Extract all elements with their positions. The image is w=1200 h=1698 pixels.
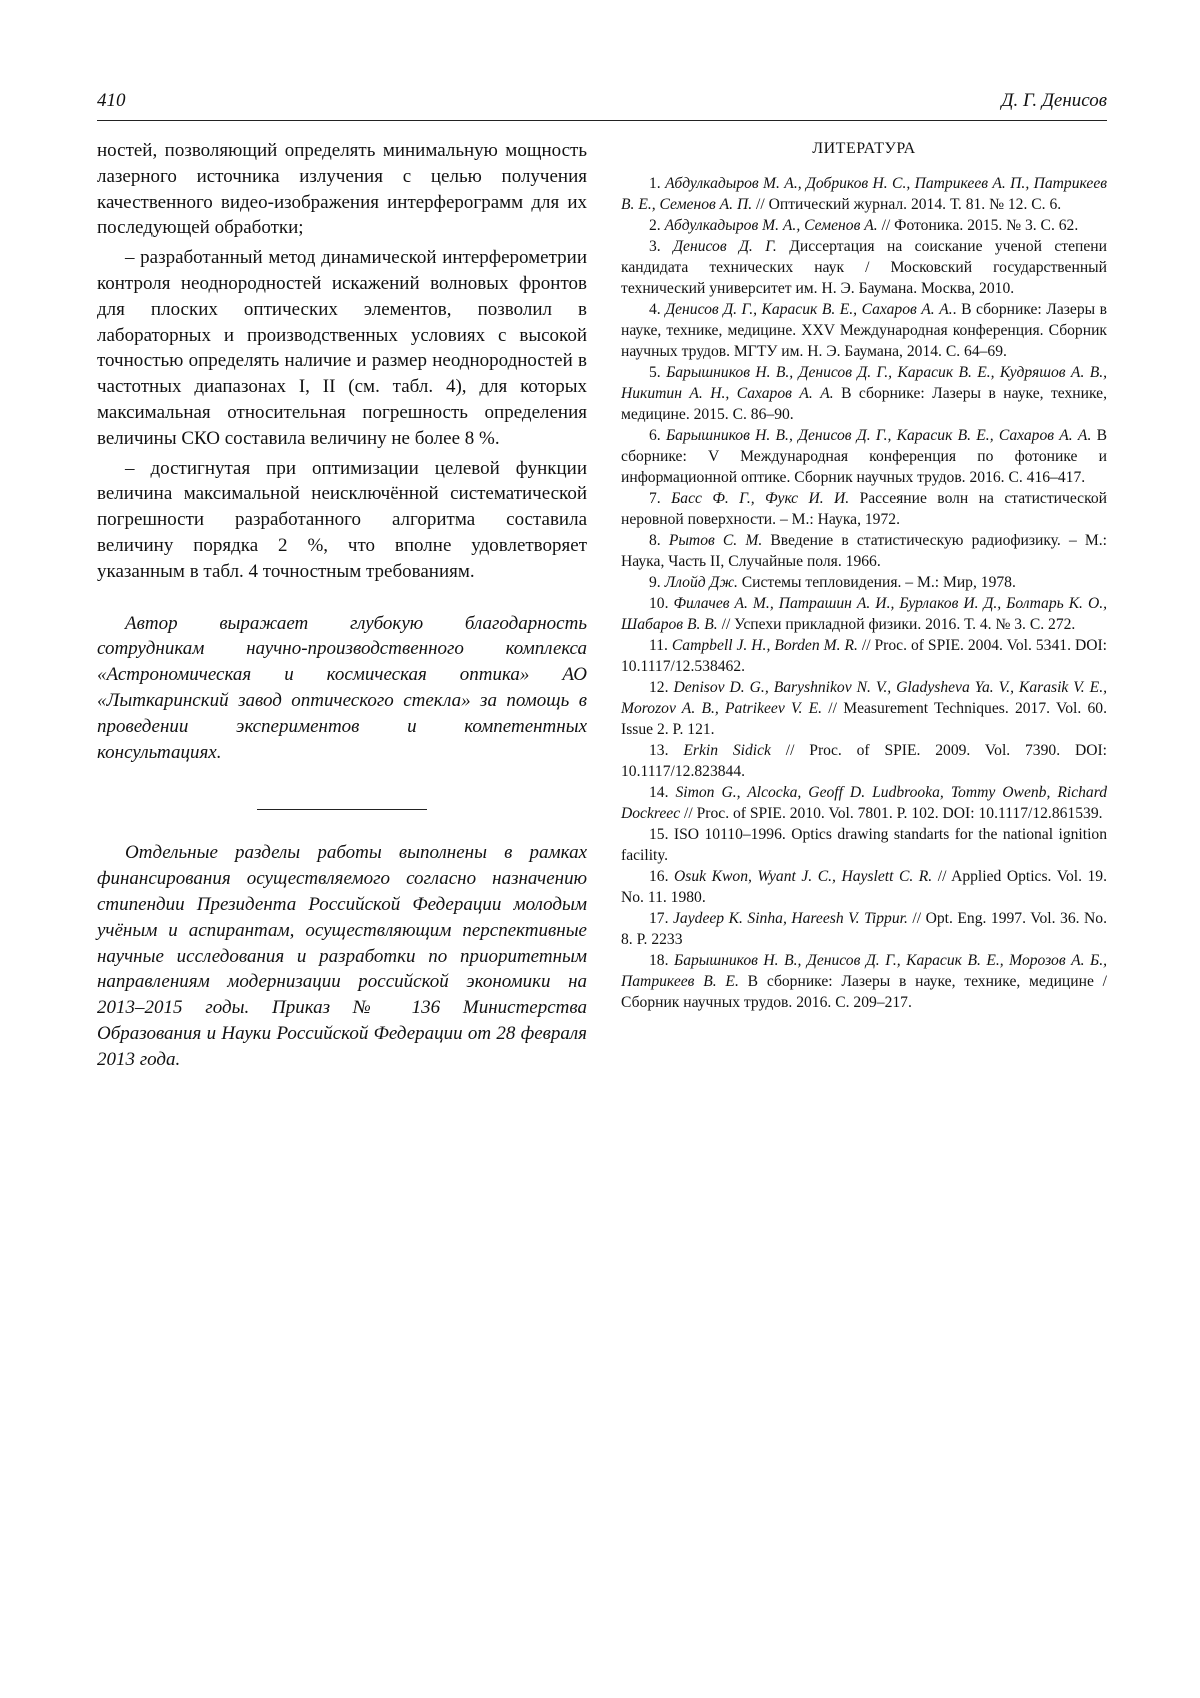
reference-item <box>621 488 1107 530</box>
reference-authors: Campbell J. H., Borden M. R. <box>671 637 858 654</box>
reference-source: В сборнике: Лазеры в науке, технике, медицине / Сборник научных трудов. 2016. С. 209–217. <box>621 973 1108 1011</box>
reference-authors: Абдулкадыров М. А., Добриков Н. С., Патрикеев А. П., Патрикеев В. Е., Семенов А. П. <box>621 175 1108 213</box>
reference-source: // Оптический журнал. 2014. Т. 81. № 12. С. 6. <box>752 196 1062 213</box>
reference-source: // Proc. of SPIE. 2010. Vol. 7801. P. 102. DOI: 10.1117/12.861539. <box>680 805 1103 822</box>
reference-source: // Opt. Eng. 1997. Vol. 36. No. 8. P. 2233 <box>621 910 1108 948</box>
reference-authors: Абдулкадыров М. А., Семенов А. <box>664 217 878 234</box>
reference-item <box>621 530 1107 572</box>
reference-item <box>621 824 1107 866</box>
reference-item <box>621 950 1107 1013</box>
references-column <box>621 138 1107 1013</box>
reference-number: 1. <box>649 175 666 192</box>
reference-authors: Denisov D. G., Baryshnikov N. V., Gladysheva Ya. V., Karasik V. E., Morozov A. B., Patrikeev V. E. <box>621 679 1107 717</box>
reference-number: 18. <box>649 952 674 969</box>
reference-item <box>621 782 1107 824</box>
reference-authors: Барышников Н. В., Денисов Д. Г., Карасик В. Е., Морозов А. Б., Патрикеев В. Е. <box>621 952 1107 990</box>
reference-source: Рассеяние волн на статистической неровной поверхности. – М.: Наука, 1972. <box>621 490 1108 528</box>
reference-source: Диссертация на соискание ученой степени кандидата технических наук / Московский государственный технический университет им. Н. Э. Баумана. Москва, 2010. <box>621 238 1107 297</box>
reference-number: 14. <box>649 784 676 801</box>
references-title: ЛИТЕРАТУРА <box>812 140 916 157</box>
reference-authors: Денисов Д. Г. <box>673 238 777 255</box>
reference-number: 13. <box>649 742 684 759</box>
reference-authors: Ллойд Дж. <box>664 574 738 591</box>
reference-source: . В сборнике: Лазеры в науке, технике, медицине. XXV Международная конференция. Сборник научных трудов. МГТУ им. Н. Э. Баумана, 2014. С. 64–69. <box>621 301 1107 360</box>
acknowledgment: Автор выражает глубокую благодарность сотрудникам научно-производственного комплекса «Астрономическая и космическая оптика» АО «Лыткаринский завод оптического стекла» за помощь в проведении экспериментов и компетентных консультациях. <box>97 612 587 763</box>
reference-source: // Фотоника. 2015. № 3. С. 62. <box>877 217 1079 234</box>
reference-item <box>621 908 1107 950</box>
reference-number: 6. <box>649 427 666 444</box>
reference-authors: Jaydeep K. Sinha, Hareesh V. Tippur. <box>673 910 908 927</box>
reference-authors: Филачев А. М., Патрашин А. И., Бурлаков И. Д., Болтарь К. О., Шабаров В. В. <box>621 595 1107 633</box>
reference-number: 7. <box>649 490 672 507</box>
separator-line <box>257 809 427 810</box>
reference-source: ISO 10110–1996. Optics drawing standarts for the national ignition facility. <box>621 826 1107 864</box>
reference-source: В сборнике: V Международная конференция по фотонике и информационной оптике. Сборник научных трудов. 2016. С. 416–417. <box>621 427 1108 486</box>
reference-authors: Денисов Д. Г., Карасик В. Е., Сахаров А. А. <box>665 301 953 318</box>
reference-source: Введение в статистическую радиофизику. – М.: Наука, Часть II, Случайные поля. 1966. <box>621 532 1107 570</box>
reference-source: // Proc. of SPIE. 2009. Vol. 7390. DOI: 10.1117/12.823844. <box>621 742 1107 780</box>
reference-number: 10. <box>649 595 674 612</box>
reference-item <box>621 677 1107 740</box>
reference-item <box>621 425 1107 488</box>
reference-authors: Барышников Н. В., Денисов Д. Г., Карасик В. Е., Кудряшов А. В., Никитин А. Н., Сахаров А. А. <box>621 364 1108 402</box>
reference-item <box>621 299 1107 362</box>
reference-number: 3. <box>649 238 674 255</box>
reference-authors: Барышников Н. В., Денисов Д. Г., Карасик В. Е., Сахаров А. А. <box>665 427 1092 444</box>
reference-number: 5. <box>649 364 667 381</box>
reference-item <box>621 173 1107 215</box>
reference-item <box>621 236 1107 299</box>
reference-number: 2. <box>649 217 665 234</box>
reference-number: 4. <box>649 301 666 318</box>
reference-number: 8. <box>649 532 669 549</box>
reference-list <box>621 173 1107 1013</box>
reference-item <box>621 215 1107 236</box>
reference-item <box>621 572 1107 593</box>
reference-source: // Proc. of SPIE. 2004. Vol. 5341. DOI: 10.1117/12.538462. <box>621 637 1107 675</box>
reference-authors: Erkin Sidick <box>683 742 771 759</box>
reference-source: // Measurement Techniques. 2017. Vol. 60. Issue 2. P. 121. <box>621 700 1107 738</box>
page-header <box>97 90 1107 121</box>
reference-source: Системы тепловидения. – М.: Мир, 1978. <box>737 574 1016 591</box>
reference-number: 17. <box>649 910 674 927</box>
reference-authors: Басс Ф. Г., Фукс И. И. <box>671 490 850 507</box>
reference-number: 15. <box>649 826 674 843</box>
reference-item <box>621 635 1107 677</box>
reference-item <box>621 362 1107 425</box>
reference-source: // Applied Optics. Vol. 19. No. 11. 1980. <box>621 868 1107 906</box>
reference-item <box>621 740 1107 782</box>
running-head-author: Д. Г. Денисов <box>1001 90 1107 111</box>
left-column <box>97 138 587 1073</box>
reference-source: В сборнике: Лазеры в науке, технике, медицине. 2015. С. 86–90. <box>621 385 1107 423</box>
reference-authors: Рытов С. М. <box>668 532 763 549</box>
reference-number: 9. <box>649 574 665 591</box>
reference-number: 16. <box>649 868 675 885</box>
reference-authors: Osuk Kwon, Wyant J. C., Hayslett C. R. <box>674 868 933 885</box>
body-paragraph: ностей, позволяющий определять минимальную мощность лазерного источника излучения с целью получения качественного видео-изображения интерферограмм для их последующей обработки; <box>97 140 587 239</box>
reference-item <box>621 593 1107 635</box>
reference-source: // Успехи прикладной физики. 2016. Т. 4. № 3. С. 272. <box>717 616 1076 633</box>
reference-number: 12. <box>649 679 674 696</box>
reference-number: 11. <box>649 637 672 654</box>
body-paragraph: – достигнутая при оптимизации целевой функции величина максимальной неисключённой систематической погрешности разработанного алгоритма составила величину порядка 2 %, что вполне удовлетворяет указанным в табл. 4 точностным требованиям. <box>97 457 587 582</box>
funding-note: Отдельные разделы работы выполнены в рамках финансирования осуществляемого согласно назначению стипендии Президента Российской Федерации молодым учёным и аспирантам, осуществляющим перспективные научные исследования и разработки по приоритетным направлениям модернизации российской экономики на 2013–2015 годы. Приказ № 136 Министерства Образования и Науки Российской Федерации от 28 февраля 2013 года. <box>97 842 587 1070</box>
reference-authors: Simon G., Alcocka, Geoff D. Ludbrooka, Tommy Owenb, Richard Dockreec <box>621 784 1107 822</box>
reference-item <box>621 866 1107 908</box>
body-paragraph: – разработанный метод динамической интерферометрии контроля неоднородностей искажений волновых фронтов для плоских оптических элементов, позволил в лабораторных и производственных условиях с высокой точностью определять наличие и размер неоднородностей в частотных диапазонах I, II (см. табл. 4), для которых максимальная относительная погрешность определения величины СКО составила величину не более 8 %. <box>97 247 587 449</box>
page-number: 410 <box>97 90 126 111</box>
